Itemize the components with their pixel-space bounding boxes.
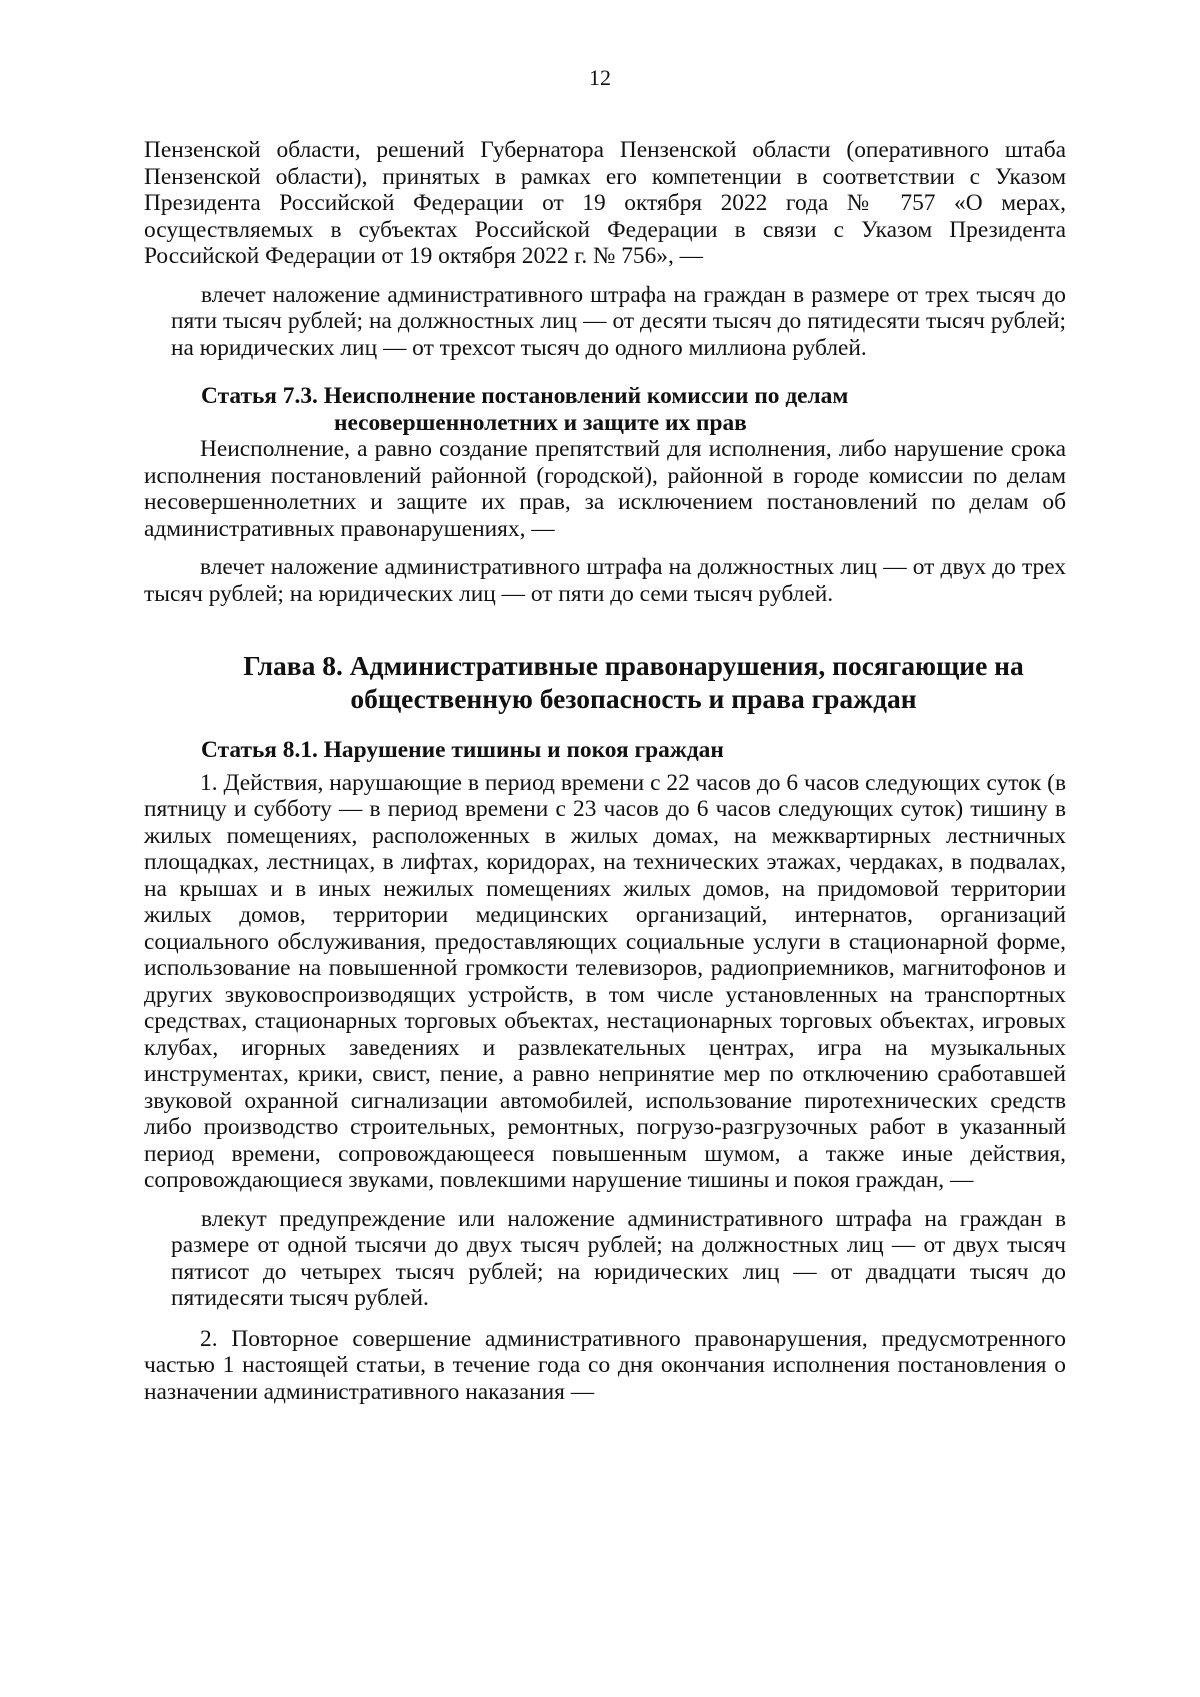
article-8-1-title: Статья 8.1. Нарушение тишины и покоя граждан	[201, 737, 724, 763]
article-7-3-title-line1: Статья 7.3. Неисполнение постановлений комиссии по делам	[201, 383, 849, 409]
article-8-1-part2: 2. Повторное совершение административного правонарушения, предусмотренного частью 1 настоящей статьи, в течение года со дня окончания исполнения постановления о назначении административного наказания —	[144, 1325, 1066, 1405]
article-7-3-body: Неисполнение, а равно создание препятствий для исполнения, либо нарушение срока исполнения постановлений районной (городской), районной в городе комиссии по делам несовершеннолетних и защите их прав, за исключением постановлений по делам об административных правонарушениях, —	[144, 436, 1066, 542]
document-body	[144, 137, 1066, 1405]
article-8-1-part1: 1. Действия, нарушающие в период времени с 22 часов до 6 часов следующих суток (в пятницу и субботу — в период времени с 23 часов до 6 часов следующих суток) тишину в жилых помещениях, расположенных в жилых домах, на межквартирных лестничных площадках, лестницах, в лифтах, коридорах, на технических этажах, чердаках, в подвалах, на крышах и в иных нежилых помещениях жилых домов, на придомовой территории жилых домов, территории медицинских организаций, интернатов, организаций социального обслуживания, предоставляющих социальные услуги в стационарной форме, использование на повышенной громкости телевизоров, радиоприемников, магнитофонов и других звуковоспроизводящих устройств, в том числе установленных на транспортных средствах, стационарных торговых объектах, нестационарных торговых объектах, игровых клубах, игорных заведениях и развлекательных центрах, игра на музыкальных инструментах, крики, свист, пение, а равно непринятие мер по отключению сработавшей звуковой охранной сигнализации автомобилей, использование пиротехнических средств либо производство строительных, ремонтных, погрузо-разгрузочных работ в указанный период времени, сопровождающееся повышенным шумом, а также иные действия, сопровождающиеся звуками, повлекшими нарушение тишины и покоя граждан, —	[144, 769, 1066, 1193]
article-7-3-sanction: влечет наложение административного штрафа на должностных лиц — от двух до трех тысяч рублей; на юридических лиц — от пяти до семи тысяч рублей.	[144, 554, 1066, 607]
chapter-8-title	[144, 649, 1066, 715]
article-7-3-title	[201, 383, 1066, 436]
page-number: 12	[589, 65, 611, 90]
intro-paragraph: Пензенской области, решений Губернатора Пензенской области (оперативного штаба Пензенской области), принятых в рамках его компетенции в соответствии с Указом Президента Российской Федерации от 19 октября 2022 года № 757 «О мерах, осуществляемых в субъектах Российской Федерации в связи с Указом Президента Российской Федерации от 19 октября 2022 г. № 756», —	[144, 137, 1066, 269]
article-8-1-part1-sanction: влекут предупреждение или наложение административного штрафа на граждан в размере от одной тысячи до двух тысяч рублей; на должностных лиц — от двух тысяч пятисот до четырех тысяч рублей; на юридических лиц — от двадцати тысяч до пятидесяти тысяч рублей.	[171, 1205, 1066, 1311]
article-7-3-title-line2: несовершеннолетних и защите их прав	[334, 409, 747, 436]
intro-sanction: влечет наложение административного штрафа на граждан в размере от трех тысяч до пяти тысяч рублей; на должностных лиц — от десяти тысяч до пятидесяти тысяч рублей; на юридических лиц — от трехсот тысяч до одного миллиона рублей.	[171, 281, 1066, 361]
chapter-8-title-line1: Глава 8. Административные правонарушения, посягающие на	[243, 650, 1024, 681]
chapter-8-title-line2: общественную безопасность и права граждан	[350, 683, 917, 714]
